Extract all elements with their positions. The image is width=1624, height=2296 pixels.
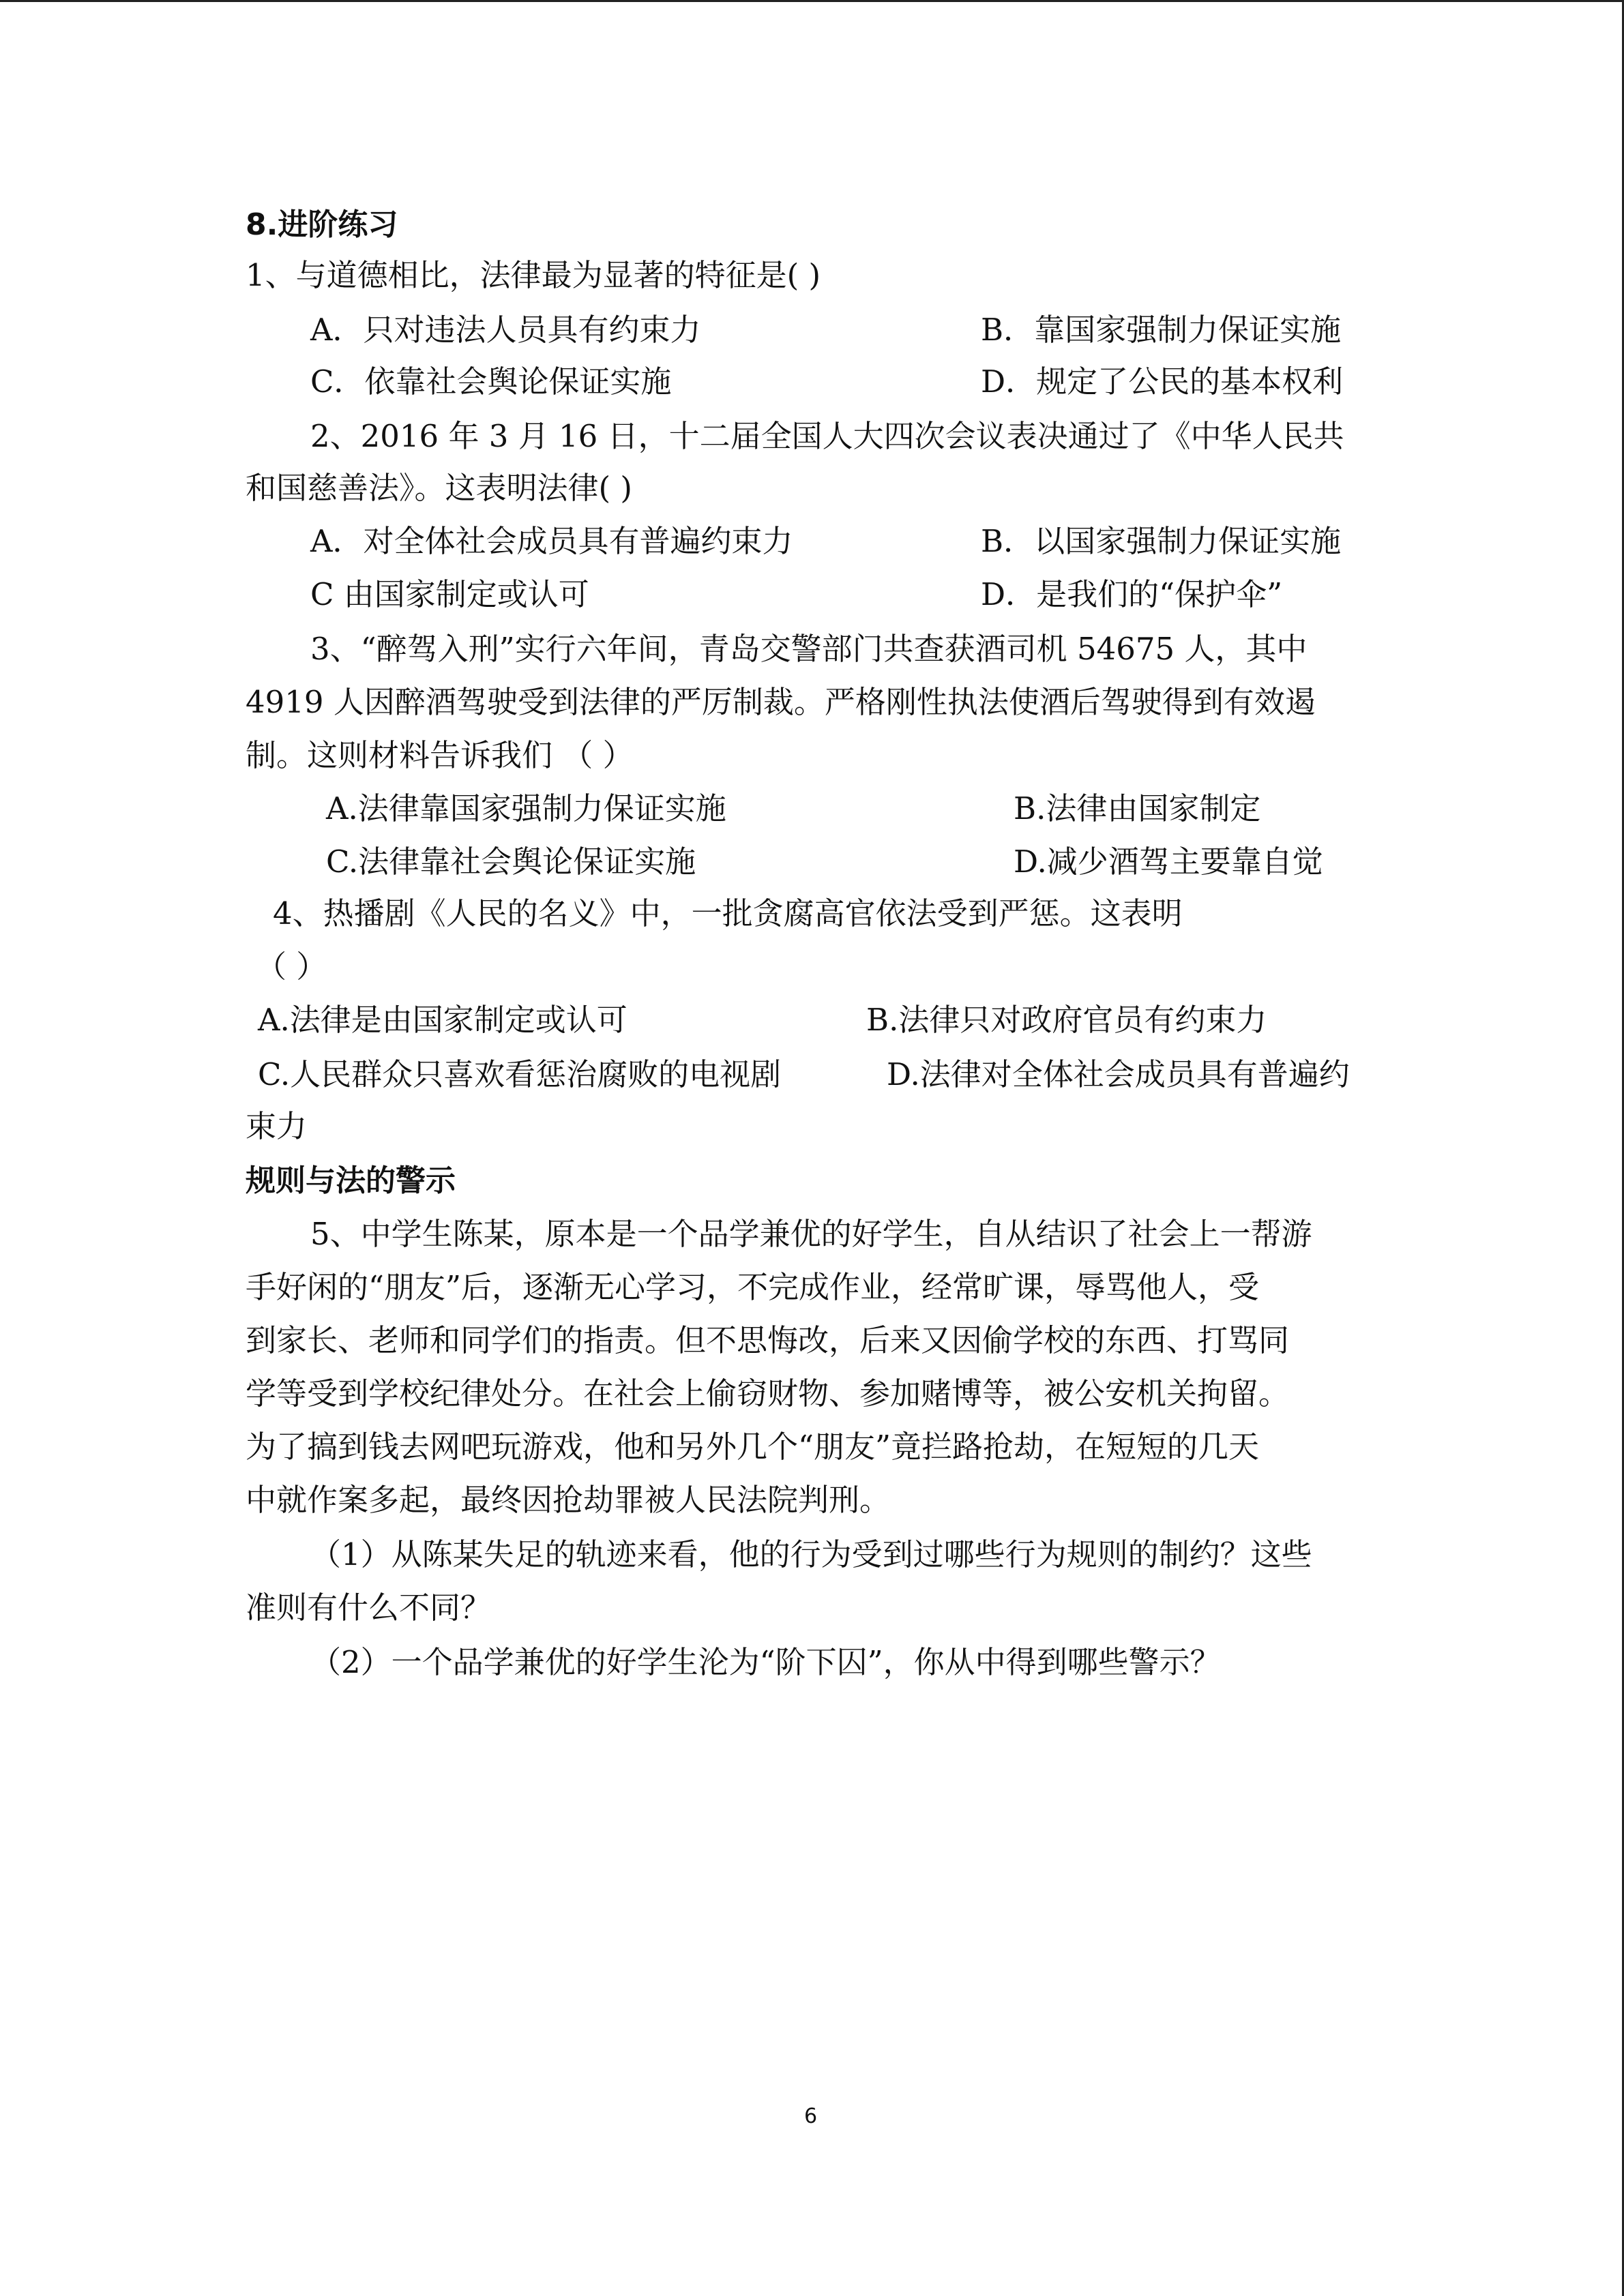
question-5-paragraph-line-3: 到家长、老师和同学们的指责。但不思悔改，后来又因偷学校的东西、打骂同 bbox=[246, 1322, 1290, 1358]
section-heading-rules-and-law-warning: 规则与法的警示 bbox=[246, 1163, 456, 1198]
question-3-stem-line-3: 制。这则材料告诉我们 （ ） bbox=[246, 737, 634, 773]
question-3-option-a: A.法律靠国家强制力保证实施 bbox=[326, 790, 726, 826]
question-5-paragraph-line-4: 学等受到学校纪律处分。在社会上偷窃财物、参加赌博等，被公安机关拘留。 bbox=[246, 1375, 1290, 1412]
question-4-option-d: D.法律对全体社会成员具有普遍约 bbox=[887, 1056, 1350, 1092]
question-4-option-a: A.法律是由国家制定或认可 bbox=[258, 1002, 628, 1038]
question-2-stem-line-1: 2、2016 年 3 月 16 日，十二届全国人大四次会议表决通过了《中华人民共 bbox=[310, 418, 1344, 454]
question-4-stem-line-2: （ ） bbox=[256, 949, 327, 985]
question-5-subquestion-1-line-2: 准则有什么不同？ bbox=[246, 1590, 492, 1626]
question-2-option-c: C 由国家制定或认可 bbox=[310, 576, 589, 612]
question-5-paragraph-line-5: 为了搞到钱去网吧玩游戏，他和另外几个“朋友”竟拦路抢劫，在短短的几天 bbox=[246, 1429, 1260, 1465]
question-3-option-c: C.法律靠社会舆论保证实施 bbox=[326, 844, 696, 880]
question-4-option-c: C.人民群众只喜欢看惩治腐败的电视剧 bbox=[258, 1056, 782, 1092]
question-5-subquestion-2: （2）一个品学兼优的好学生沦为“阶下囚”，你从中得到哪些警示？ bbox=[310, 1644, 1221, 1680]
question-2-option-b: B．以国家强制力保证实施 bbox=[981, 523, 1342, 559]
question-3-option-b: B.法律由国家制定 bbox=[1014, 790, 1261, 826]
question-4-option-d-continuation: 束力 bbox=[246, 1108, 308, 1144]
question-1-option-d: D．规定了公民的基本权利 bbox=[981, 363, 1344, 400]
section-heading-advanced-practice: 8.进阶练习 bbox=[246, 207, 398, 242]
page-border-top bbox=[0, 0, 1624, 2]
question-2-option-d: D．是我们的“保护伞” bbox=[981, 576, 1283, 612]
question-5-paragraph-line-2: 手好闲的“朋友”后，逐渐无心学习，不完成作业，经常旷课，辱骂他人，受 bbox=[246, 1269, 1260, 1305]
question-5-subquestion-1-line-1: （1）从陈某失足的轨迹来看，他的行为受到过哪些行为规则的制约？这些 bbox=[310, 1536, 1312, 1572]
question-1-stem: 1、与道德相比，法律最为显著的特征是( ) bbox=[246, 257, 821, 293]
question-1-option-c: C．依靠社会舆论保证实施 bbox=[310, 363, 672, 400]
question-2-option-a: A．对全体社会成员具有普遍约束力 bbox=[310, 523, 793, 559]
question-2-stem-line-2: 和国慈善法》。这表明法律( ) bbox=[246, 470, 632, 506]
question-1-option-b: B．靠国家强制力保证实施 bbox=[981, 312, 1342, 348]
question-3-option-d: D.减少酒驾主要靠自觉 bbox=[1014, 844, 1323, 880]
question-3-stem-line-1: 3、“醉驾入刑”实行六年间，青岛交警部门共查获酒司机 54675 人，其中 bbox=[310, 631, 1308, 667]
question-4-stem-line-1: 4、热播剧《人民的名义》中，一批贪腐高官依法受到严惩。这表明 bbox=[273, 895, 1183, 931]
question-4-option-b: B.法律只对政府官员有约束力 bbox=[866, 1002, 1267, 1038]
question-5-paragraph-line-6: 中就作案多起，最终因抢劫罪被人民法院判刑。 bbox=[246, 1482, 891, 1518]
question-3-stem-line-2: 4919 人因醉酒驾驶受到法律的严厉制裁。严格刚性执法使酒后驾驶得到有效遏 bbox=[246, 684, 1316, 720]
question-1-option-a: A．只对违法人员具有约束力 bbox=[310, 312, 701, 348]
question-5-paragraph-line-1: 5、中学生陈某，原本是一个品学兼优的好学生，自从结识了社会上一帮游 bbox=[310, 1216, 1312, 1252]
page-number: 6 bbox=[804, 2104, 818, 2128]
